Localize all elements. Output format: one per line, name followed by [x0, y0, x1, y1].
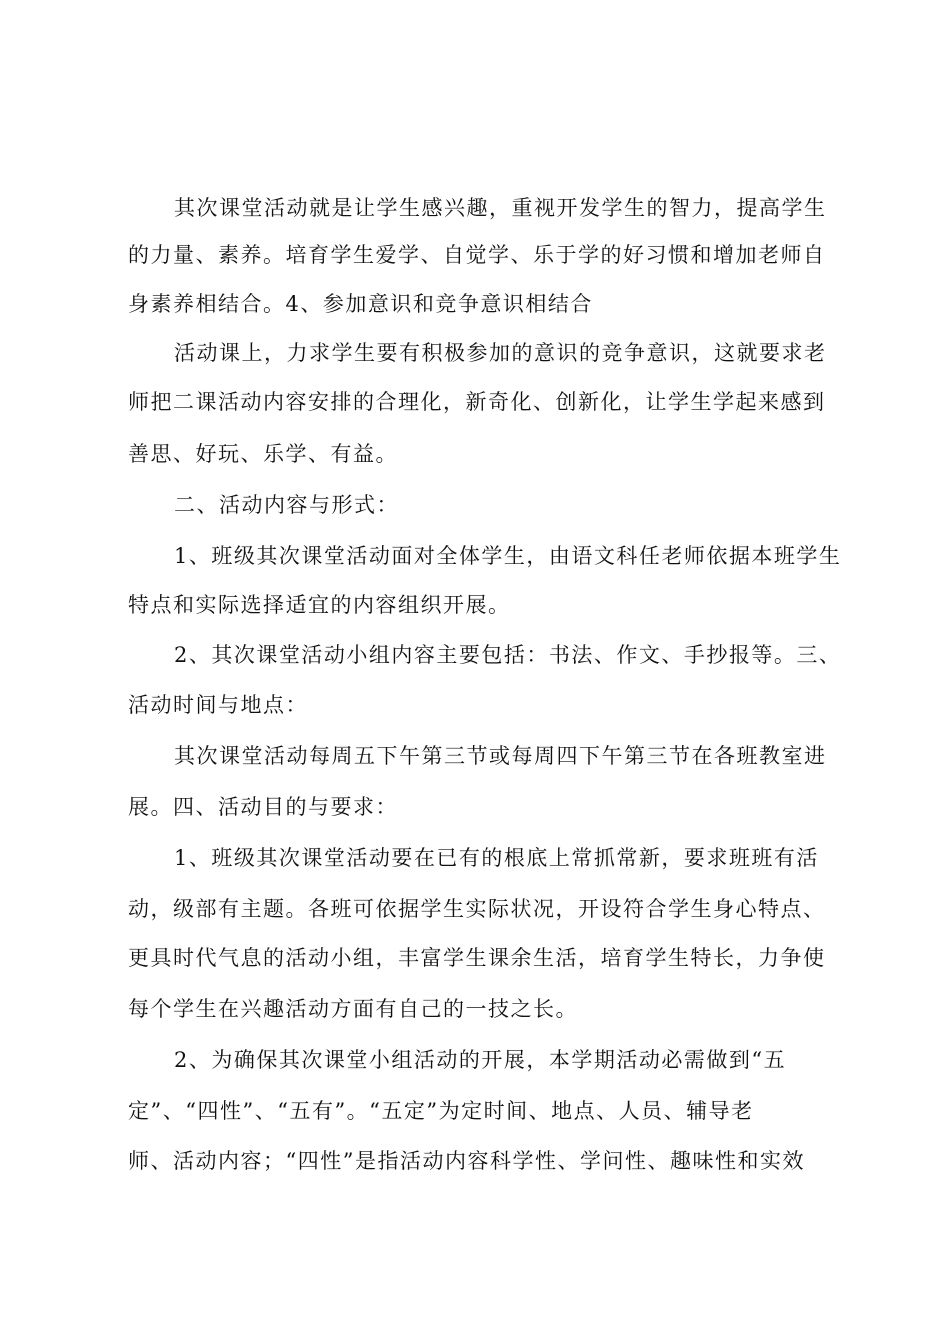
paragraph-line: 2、为确保其次课堂小组活动的开展，本学期活动必需做到“五: [174, 1048, 787, 1072]
paragraph-line: 动，级部有主题。各班可依据学生实际状况，开设符合学生身心特点、: [128, 897, 826, 921]
paragraph-line: 2、其次课堂活动小组内容主要包括：书法、作文、手抄报等。三、: [174, 643, 842, 667]
paragraph-line: 特点和实际选择适宜的内容组织开展。: [128, 593, 511, 617]
paragraph-line: 师把二课活动内容安排的合理化，新奇化、创新化，让学生学起来感到: [128, 390, 826, 414]
paragraph-line: 每个学生在兴趣活动方面有自己的一技之长。: [128, 997, 578, 1021]
paragraph-line: 师、活动内容；“四性”是指活动内容科学性、学问性、趣味性和实效: [128, 1149, 805, 1173]
paragraph-line: 展。四、活动目的与要求：: [128, 795, 398, 819]
paragraph-line: 更具时代气息的活动小组，丰富学生课余生活，培育学生特长，力争使: [128, 946, 826, 970]
paragraph-line: 的力量、素养。培育学生爱学、自觉学、乐于学的好习惯和增加老师自: [128, 243, 826, 267]
paragraph-line: 1、班级其次课堂活动面对全体学生，由语文科任老师依据本班学生: [174, 544, 842, 568]
paragraph-line: 定”、“四性”、“五有”。“五定”为定时间、地点、人员、辅导老: [128, 1099, 754, 1123]
section-heading: 二、活动内容与形式：: [174, 493, 399, 517]
paragraph-line: 身素养相结合。4、参加意识和竞争意识相结合: [128, 292, 593, 316]
paragraph-line: 其次课堂活动每周五下午第三节或每周四下午第三节在各班教室进: [174, 744, 827, 768]
paragraph-line: 善思、好玩、乐学、有益。: [128, 442, 398, 466]
paragraph-line: 活动课上，力求学生要有积极参加的意识的竞争意识，这就要求老: [174, 341, 827, 365]
paragraph-line: 活动时间与地点：: [128, 693, 308, 717]
paragraph-line: 其次课堂活动就是让学生感兴趣，重视开发学生的智力，提高学生: [174, 196, 827, 220]
paragraph-line: 1、班级其次课堂活动要在已有的根底上常抓常新，要求班班有活: [174, 846, 819, 870]
